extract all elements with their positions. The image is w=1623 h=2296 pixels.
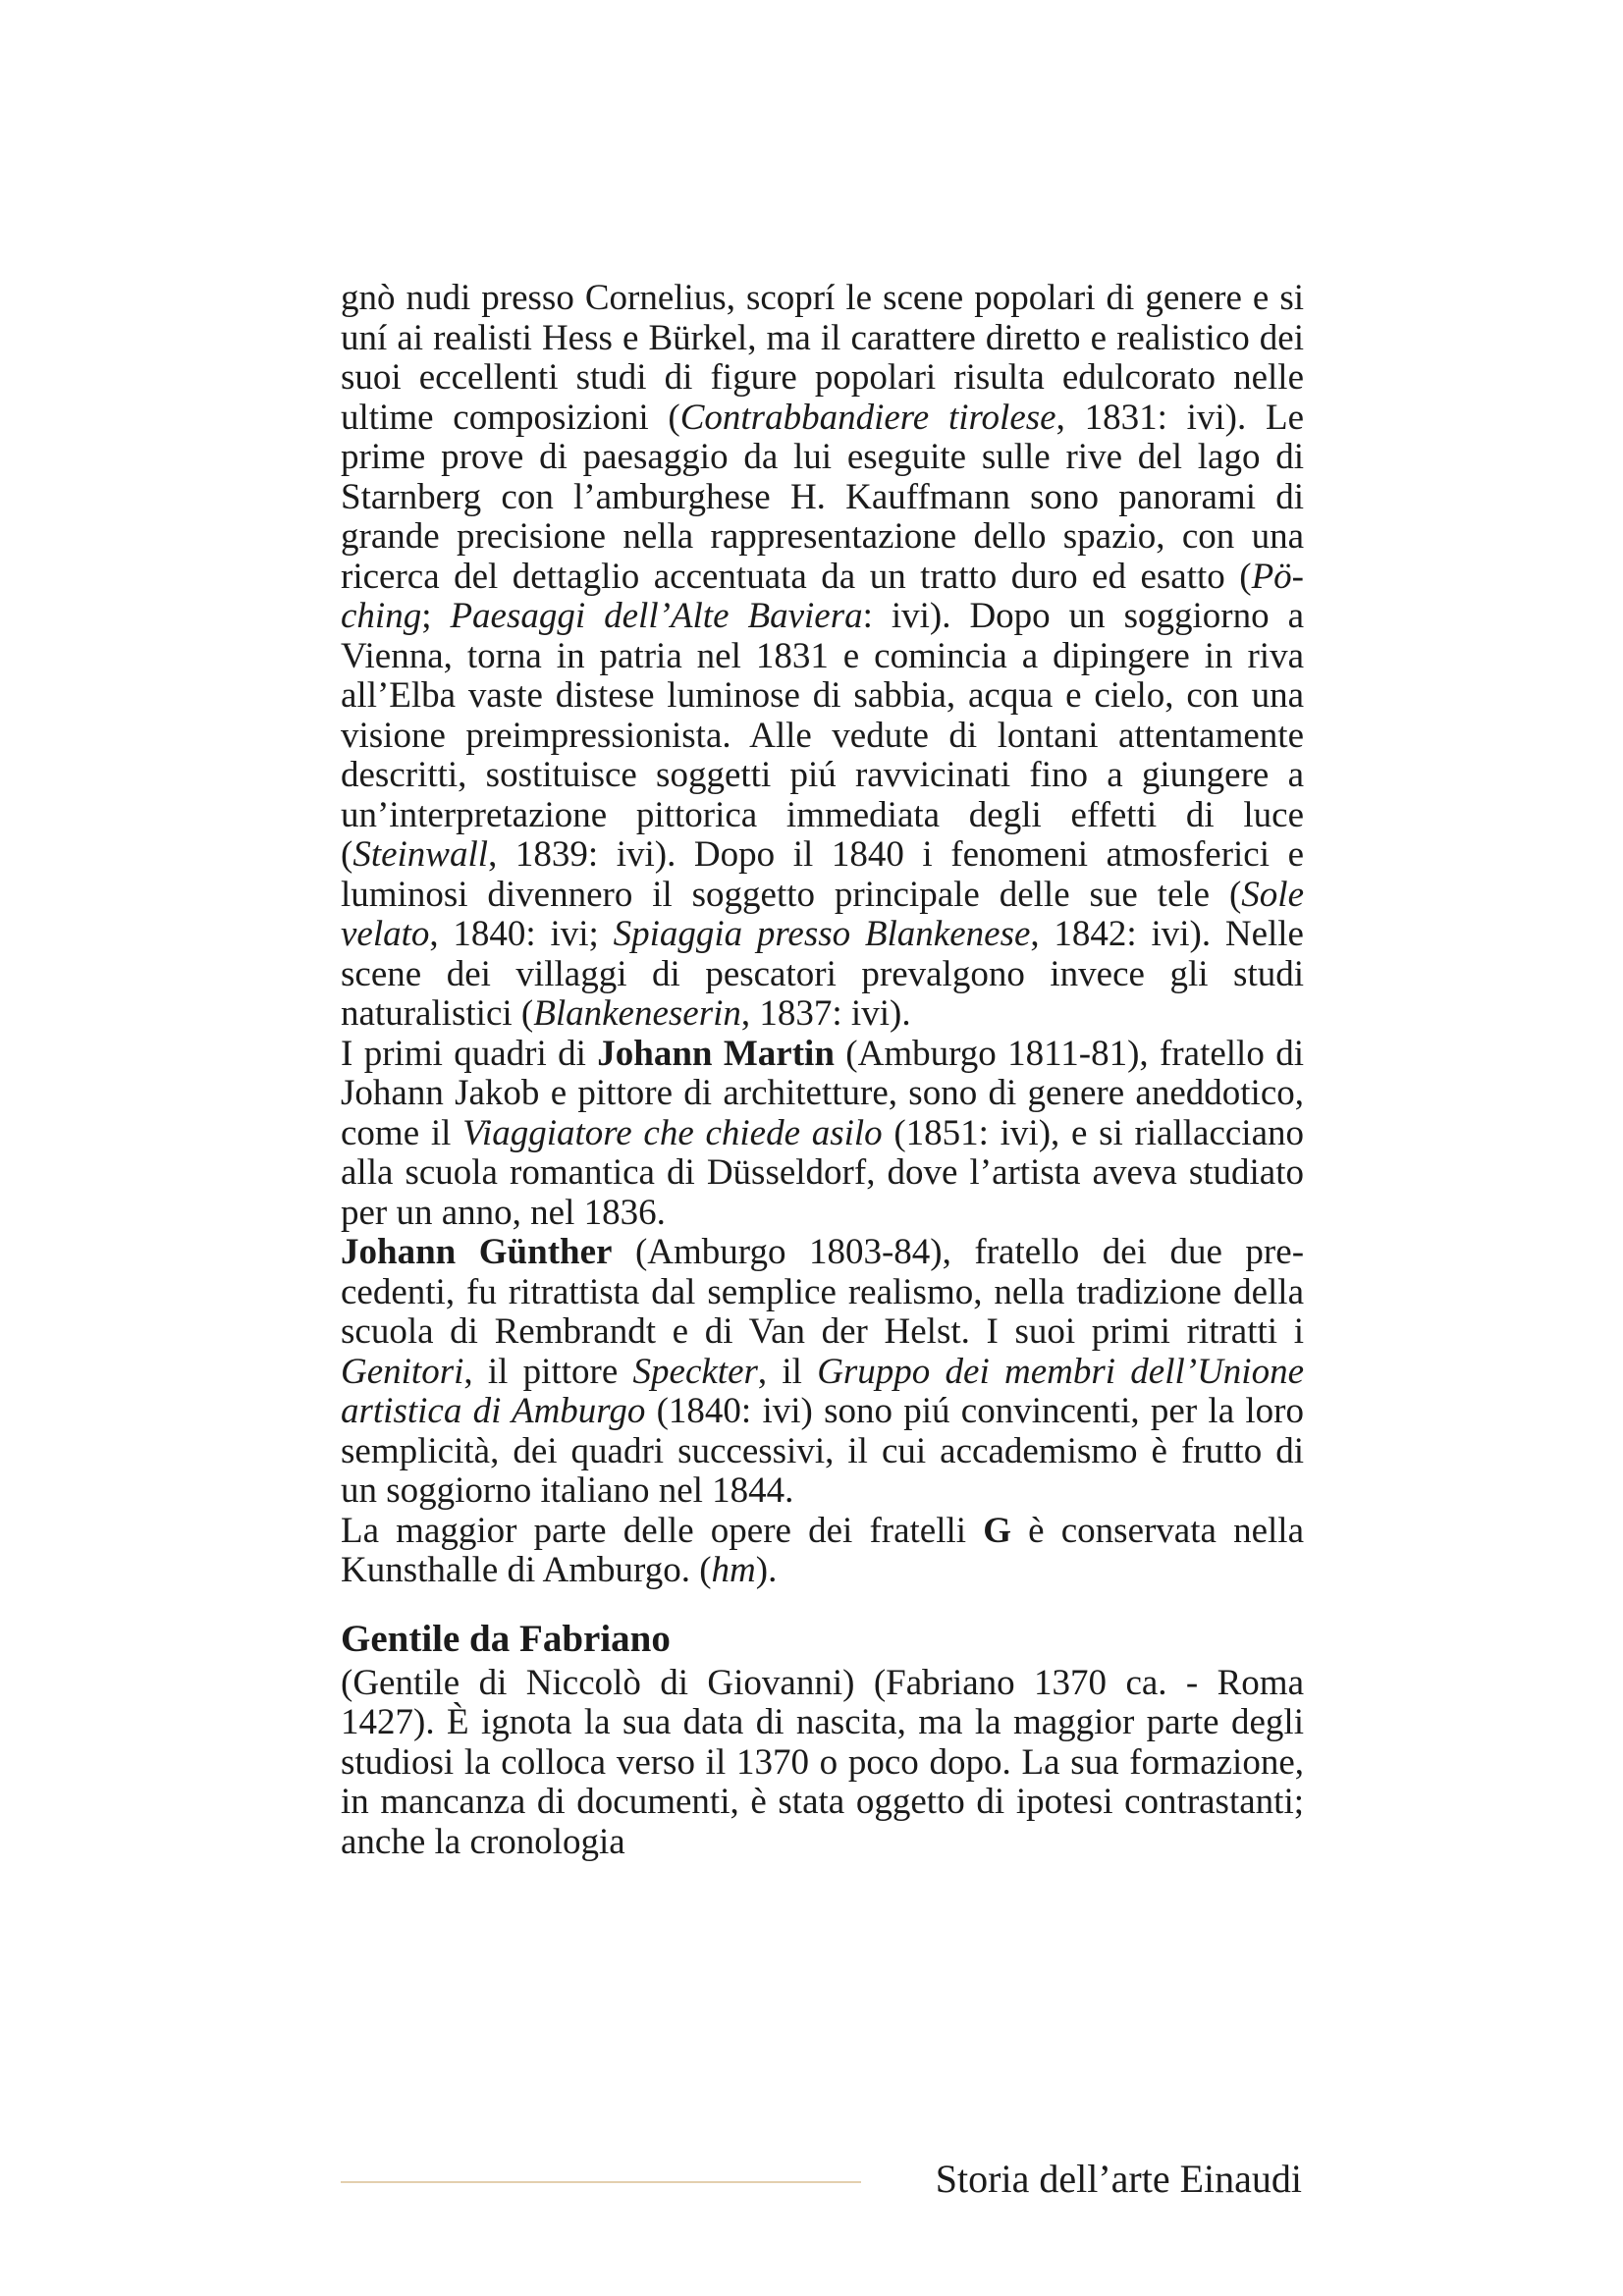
text-run: La maggior parte delle opere dei fratelli	[341, 1510, 984, 1551]
text-run: gnò nudi presso Cornelius, scoprí le scene popolari di genere e si uní ai realisti Hess e Bürkel, ma il carattere diretto e realistico dei suoi eccellenti studi di figure popolari risulta edulcorato nelle ultime composizioni (	[341, 278, 1304, 438]
text-run: , il pittore	[463, 1351, 633, 1392]
italic-title: Viaggiatore che chiede asilo	[462, 1112, 883, 1153]
italic-title: Genitori	[341, 1351, 464, 1392]
text-run: , 1837: ivi).	[740, 993, 911, 1034]
text-run: ).	[755, 1550, 778, 1590]
italic-title: Steinwall	[352, 834, 489, 875]
text-run: , 1839: ivi). Dopo il 1840 i fenomeni atmosferici e luminosi divennero il soggetto principale delle sue tele (	[341, 834, 1304, 915]
italic-title: Speckter	[632, 1351, 758, 1392]
text-run: ;	[421, 596, 451, 636]
text-run: : ivi). Dopo un soggiorno a Vienna, torna in patria nel 1831 e comincia a dipingere in riva all’Elba vaste distese luminose di sabbia, acqua e cielo, con una visione preimpressionista. Alle vedute di lontani attentamente descritti, sostituisce soggetti piú ravvicinati fino a giungere a un’interpretazione pittorica immediata degli effetti di luce (	[341, 596, 1304, 875]
text-run: (Gentile di Niccolò di Giovanni) (Fabriano 1370 ca. - Roma 1427). È ignota la sua data di nascita, ma la maggior parte degli studiosi la colloca verso il 1370 o poco dopo. La sua formazione, in mancanza di documenti, è stata oggetto di ipotesi contrastanti; anche la cronologia	[341, 1662, 1304, 1862]
entry-paragraph-gentile	[341, 1664, 1304, 1863]
italic-title: Sole velato	[341, 874, 1304, 954]
text-run: , 1842: ivi). Nelle scene dei villaggi di pescatori prevalgono invece gli studi naturalistici (	[341, 914, 1304, 1034]
paragraph-johann-gunther	[341, 1233, 1304, 1512]
footer-title: Storia dell’arte Einaudi	[935, 2157, 1302, 2201]
text-run: è conservata nella Kunsthalle di Amburgo. (	[341, 1510, 1304, 1590]
text-run: (Amburgo 1803-84), fratello dei due precedenti, fu ritrattista dal semplice realismo, nella tradizione della scuola di Rembrandt e di Van der Helst. I suoi primi ritratti i	[341, 1232, 1305, 1352]
paragraph-johann-martin	[341, 1035, 1304, 1234]
italic-title: Spiaggia presso Blankenese	[613, 914, 1031, 954]
italic-title: Pöching	[341, 556, 1304, 636]
footer-divider	[341, 2181, 861, 2183]
italic-title: Contrabbandiere tirolese	[679, 397, 1056, 438]
text-run: , 1831: ivi). Le prime prove di paesaggio da lui eseguite sulle rive del lago di Starnberg con l’amburghese H. Kauffmann sono panorami di grande precisione nella rappresentazione dello spazio, con una ricerca del dettaglio accentuata da un tratto duro ed esatto (	[341, 397, 1304, 597]
bold-name: Johann Günther	[341, 1232, 613, 1272]
italic-title: hm	[711, 1550, 756, 1590]
paragraph-gunther-landscapes	[341, 279, 1304, 1035]
text-run: (1851: ivi), e si riallacciano alla scuola romantica di Düsseldorf, dove l’artista aveva studiato per un anno, nel 1836.	[341, 1112, 1305, 1233]
italic-title: Gruppo dei membri dell’Unione artistica di Amburgo	[341, 1351, 1304, 1431]
entry-heading: Gentile da Fabriano	[341, 1617, 671, 1660]
italic-title: Paesaggi dell’Alte Baviera	[450, 596, 863, 636]
text-run: I primi quadri di	[341, 1033, 598, 1074]
italic-title: Blankeneserin	[533, 993, 741, 1034]
text-run: (1840: ivi) sono piú convincenti, per la loro semplicità, dei quadri successivi, il cui accademismo è frutto di un soggiorno italiano nel 1844.	[341, 1391, 1304, 1511]
paragraph-collection-note	[341, 1512, 1304, 1591]
bold-name: Johann Martin	[597, 1033, 835, 1074]
text-run: , il	[757, 1351, 818, 1392]
bold-name: G	[983, 1510, 1012, 1551]
text-run: (Amburgo 1811-81), fratello di Johann Jakob e pittore di architetture, sono di genere aneddotico, come il	[341, 1033, 1304, 1153]
text-run: , 1840: ivi;	[429, 914, 614, 954]
article-body	[341, 279, 1304, 1862]
